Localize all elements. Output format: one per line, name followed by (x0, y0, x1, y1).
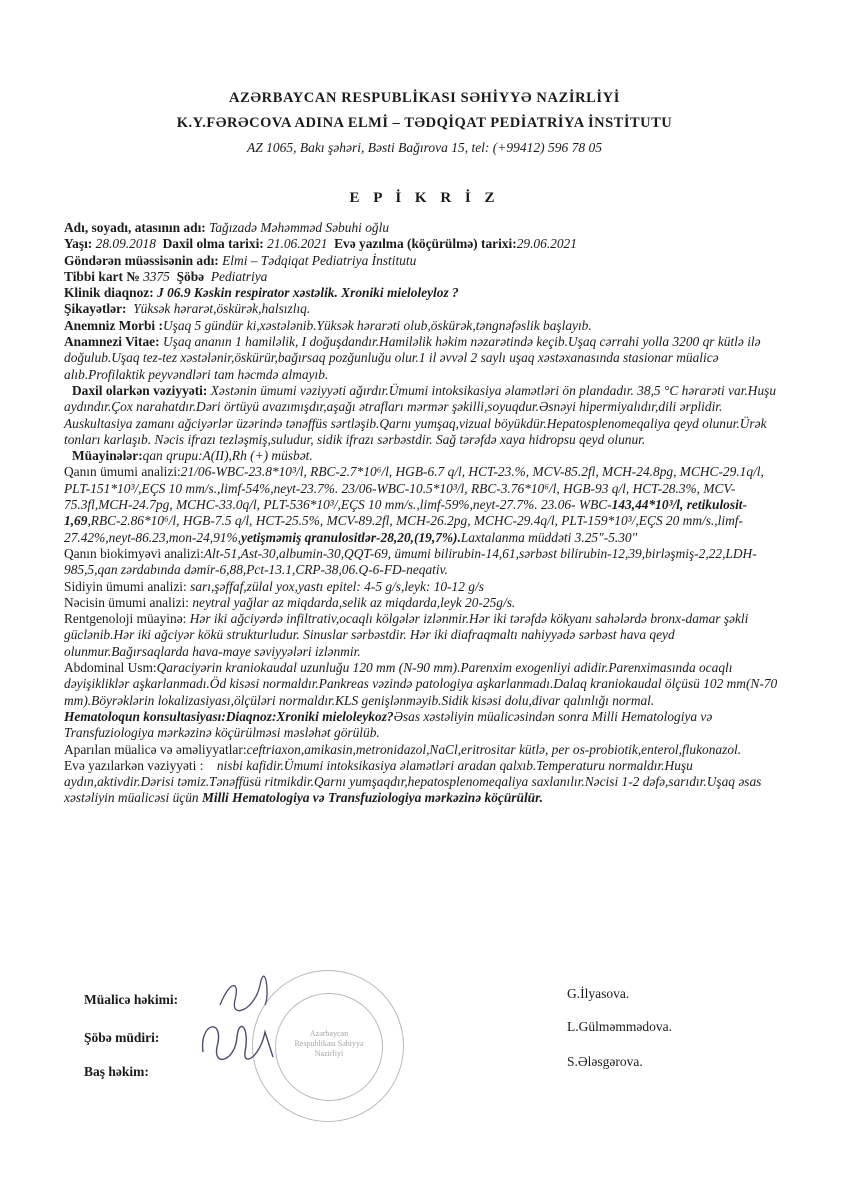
signature-name-chief: S.Ələsgərova. (567, 1054, 643, 1069)
exams-value: qan qrupu:A(II),Rh (+) müsbət. (142, 448, 313, 464)
signature-scribble-head (195, 1012, 280, 1072)
dates-line (64, 236, 784, 252)
anamnesis-vitae (64, 334, 784, 383)
dept-label: Şöbə (176, 268, 205, 284)
document-title: E P İ K R İ Z (349, 190, 500, 206)
anamnesis-morbi-label: Anemniz Morbi : (64, 317, 163, 333)
signature-label-chief: Baş həkim: (84, 1064, 149, 1079)
biochem-line (64, 546, 784, 579)
card-label: Tibbi kart № (64, 268, 140, 284)
ministry-heading: AZƏRBAYCAN RESPUBLİKASI SƏHİYYƏ NAZİRLİYİ (229, 90, 620, 106)
patient-name-label: Adı, soyadı, atasının adı: (64, 220, 206, 235)
anamnesis-morbi-value: Uşaq 5 gündür ki,xəstələnib.Yüksək hərarəti olub,öskürək,təngnəfəslik başlayıb. (162, 317, 592, 333)
signature-scribble-doctor (215, 975, 275, 1015)
patient-name-value: Tağızadə Məhəmməd Səbuhi oğlu (209, 220, 390, 235)
xray-value: Hər iki ağciyərdə infiltrativ,ocaqlı kölgələr izlənmir.Hər iki tərəfdə kökyanı sahələrdə bronx-damar şəkli güclənib.Hər iki ağciyər kökü strukturludur. Sinuslar sərbəstdir. Hər iki diafraqmaltı nahiyyədə sərbəst hava qeyd olunmur.Bağırsaqlarda hava-maye səviyyələri izlənmir. (64, 611, 749, 659)
signature-name-head-of-dept: L.Gülməmmədova. (567, 1019, 672, 1034)
blood-general-part1: 21/06-WBC-23.8*10³/l, RBC-2.7*10⁶/l, HGB-6.7 q/l, HCT-23.%, MCV-85.2fl, MCH-24.8pg, MCHC-29.1q/l, PLT-151*10³/,EÇS 10 mm/s.,limf-54%,neyt-23.7%. 23/06-WBC-10.5*10³/l, RBC-3.76*10⁶/l, HGB-93 q/l, HCT-28.3%, MCV-75.3fl,MCH-24.7pg, MCHC-33.0q/l, PLT-536*10³/,EÇS 10 mm/s.,limf-59%,neyt-27.7%. 23.06- WBC- (64, 464, 764, 513)
diagnosis-line (64, 285, 784, 301)
discharge-value: 29.06.2021 (516, 236, 577, 252)
institute-heading: K.Y.FƏRƏCOVA ADINA ELMİ – TƏDQİQAT PEDİATRİYA İNSTİTUTU (176, 115, 673, 131)
exams-label: Müayinələr: (72, 448, 143, 464)
stool-label: Nəcisin ümumi analizi: (64, 594, 189, 610)
stool-line (64, 595, 784, 611)
urine-line (64, 579, 784, 595)
xray-label: Rentgenoloji müayinə: (64, 611, 187, 627)
sender-line (64, 253, 784, 269)
admission-state (64, 383, 784, 448)
admission-state-value: Xəstənin ümumi vəziyyəti ağırdır.Ümumi intoksikasiya əlamətləri ön plandadır. 38,5 °C hərarəti var.Huşu aydındır.Çox narahatdır.Dəri örtüyü avazımışdır,aşağı ətrafları mərmər şəkilli,soyuqdur.Əsnəyi hipermiyalıdır,dili ərplidir. Auskultasiya zamanı ağciyərlər üzərində tənəffüs sərtləşib.Qarnı yumşaq,vizual böyükdür.Hepatosplenomeqaliya qeyd olunur.Ürək tonları karlaşıb. Nəcis ifrazı tezləşmiş,suludur, sidik ifrazı sərbəstdir. Sağ tərəfdə xaya hidropsu qeyd olunur. (64, 382, 777, 447)
complaints-label: Şikayətlər: (64, 301, 127, 317)
age-label: Yaşı: (64, 236, 93, 252)
patient-name-line (64, 220, 784, 236)
treatment-value: ceftriaxon,amikasin,metronidazol,NaCl,eritrositar kütlə, per os-probiotik,enterol,flukonazol. (246, 741, 742, 757)
usm-line (64, 660, 784, 709)
admission-label: Daxil olma tarixi: (162, 236, 264, 252)
urine-value: sarı,şəffaf,zülal yox,yastı epitel: 4-5 g/s,leyk: 10-12 g/s (190, 578, 484, 594)
signature-label-doctor: Müalicə həkimi: (84, 992, 179, 1007)
card-value: 3375 (143, 268, 170, 284)
treatment-label: Aparılan müalicə və əməliyyatlar: (64, 741, 247, 757)
urine-label: Sidiyin ümumi analizi: (64, 578, 187, 594)
signature-name-doctor: G.İlyasova. (567, 986, 630, 1001)
discharge-state-value: nisbi kafidir.Ümumi intoksikasiya əlamətləri aradan qalxıb.Temperaturu normaldır.Huşu aydın,aktivdir.Dərisi təmiz.Tənəffüsü ritmikdir.Qarnı yumşaqdır,hepatosplenomeqaliya saxlanılır.Nəcisi 1-2 dəfə,sarıdır.Uşaq əsas xəstəliyin müalicəsi üçün (64, 757, 762, 806)
hematology-line (64, 709, 784, 742)
hematology-value: Əsas xəstəliyin müalicəsindən sonra Milli Hematologiya və Transfuziologiya mərkəzinə köçürülməsi məsləhət görülüb. (64, 708, 713, 741)
admission-value: 21.06.2021 (267, 236, 328, 252)
anamnesis-vitae-label: Anamnezi Vitae: (64, 334, 160, 350)
complaints-line (64, 301, 784, 317)
blood-general-bold1: 143,44*10³/l, retikulosit-1,69 (64, 497, 747, 529)
blood-general-part3: Laxtalanma müddəti 3.25"-5.30" (460, 529, 638, 545)
stool-value: neytral yağlar az miqdarda,selik az miqdarda,leyk 20-25g/s. (192, 594, 516, 610)
treatment-line (64, 742, 784, 758)
discharge-label: Evə yazılma (köçürülmə) tarixi: (334, 236, 517, 252)
sender-value: Elmi – Tədqiqat Pediatriya İnstitutu (222, 252, 417, 268)
xray-line (64, 611, 784, 660)
biochem-label: Qanın biokimyəvi analizi: (64, 545, 204, 561)
anamnesis-vitae-value: Uşaq ananın 1 hamiləlik, I doğuşdandır.Hamiləlik həkim nəzarətində keçib.Uşaq cərrahi yolla 3200 qr kütlə ilə doğulub.Uşaq tez-tez xəstələnir,öskürür,bağırsaq pozğunluğu olur.1 il əvvəl 2 saylı uşaq xəstəxanasında stasionar müalicə alıb.Profilaktik peyvəndləri tam həcmdə almayıb. (64, 334, 761, 382)
blood-general-label: Qanın ümumi analizi: (64, 464, 181, 480)
diagnosis-label: Klinik diaqnoz: (64, 285, 154, 301)
dept-value: Pediatriya (210, 268, 268, 284)
diagnosis-value: J 06.9 Kəskin respirator xəstəlik. Xroniki mieloleyloz ? (157, 285, 459, 301)
signature-label-head-of-dept: Şöbə müdiri: (84, 1030, 160, 1045)
document-body (64, 220, 784, 807)
usm-label: Abdominal Usm: (64, 660, 157, 676)
complaints-value: Yüksək hərarət,öskürək,halsızlıq. (133, 301, 311, 317)
usm-value: Qaraciyərin kraniokaudal uzunluğu 120 mm (N-90 mm).Parenxim exogenliyi adidir.Parenximasında ocaqlı dəyişikliklər aşkarlanmadı.Öd kisəsi normaldır.Pankreas vəzində patologiya aşkarlanmadı.Dalaq kraniokaudal ölçüsü 102 mm(N-70 mm).Böyrəklərin lokalizasiyası,ölçüləri normaldır.KLS genişlənməyib.Sidik kisəsi dolu,divar qalınlığı normal. (64, 660, 778, 708)
discharge-state-bold: Milli Hematologiya və Transfuziologiya mərkəzinə köçürülür. (201, 790, 543, 806)
sender-label: Göndərən müəssisənin adı: (64, 252, 219, 268)
stamp-text: Azərbaycan Respublikası Səhiyyə Nazirliyi (294, 1029, 364, 1058)
exams-line (64, 448, 784, 464)
discharge-state (64, 758, 784, 807)
discharge-state-label: Evə yazılarkən vəziyyəti : (64, 757, 204, 773)
card-line (64, 269, 784, 285)
hematology-label: Hematoloqun konsultasiyası:Diaqnoz:Xroniki mieloleykoz? (64, 708, 394, 724)
admission-state-label: Daxil olarkən vəziyyəti: (72, 382, 208, 398)
institute-address: AZ 1065, Bakı şəhəri, Bəsti Bağırova 15, tel: (+99412) 596 78 05 (246, 140, 603, 155)
biochem-value: Alt-51,Ast-30,albumin-30,QQT-69, ümumi bilirubin-14,61,sərbəst bilirubin-12,39,birləşmiş-2,22,LDH-985,5,qan zərdabında dəmir-6,88,Pct-13.1,CRP-38,06.Q-6-FD-neqativ. (64, 545, 757, 578)
blood-general-bold2: yetişməmiş qranulositlər-28,20,(19,7%). (241, 529, 461, 545)
blood-general-part2: ,RBC-2.86*10⁶/l, HGB-7.5 q/l, HCT-25.5%, MCV-89.2fl, MCH-26.2pg, MCHC-29.4q/l, PLT-159*10³/,EÇS 20 mm/s.,limf-27.42%,neyt-86.23,mon-24,91%, (64, 513, 743, 545)
anamnesis-morbi (64, 318, 784, 334)
blood-general (64, 464, 784, 545)
age-value: 28.09.2018 (95, 236, 156, 252)
